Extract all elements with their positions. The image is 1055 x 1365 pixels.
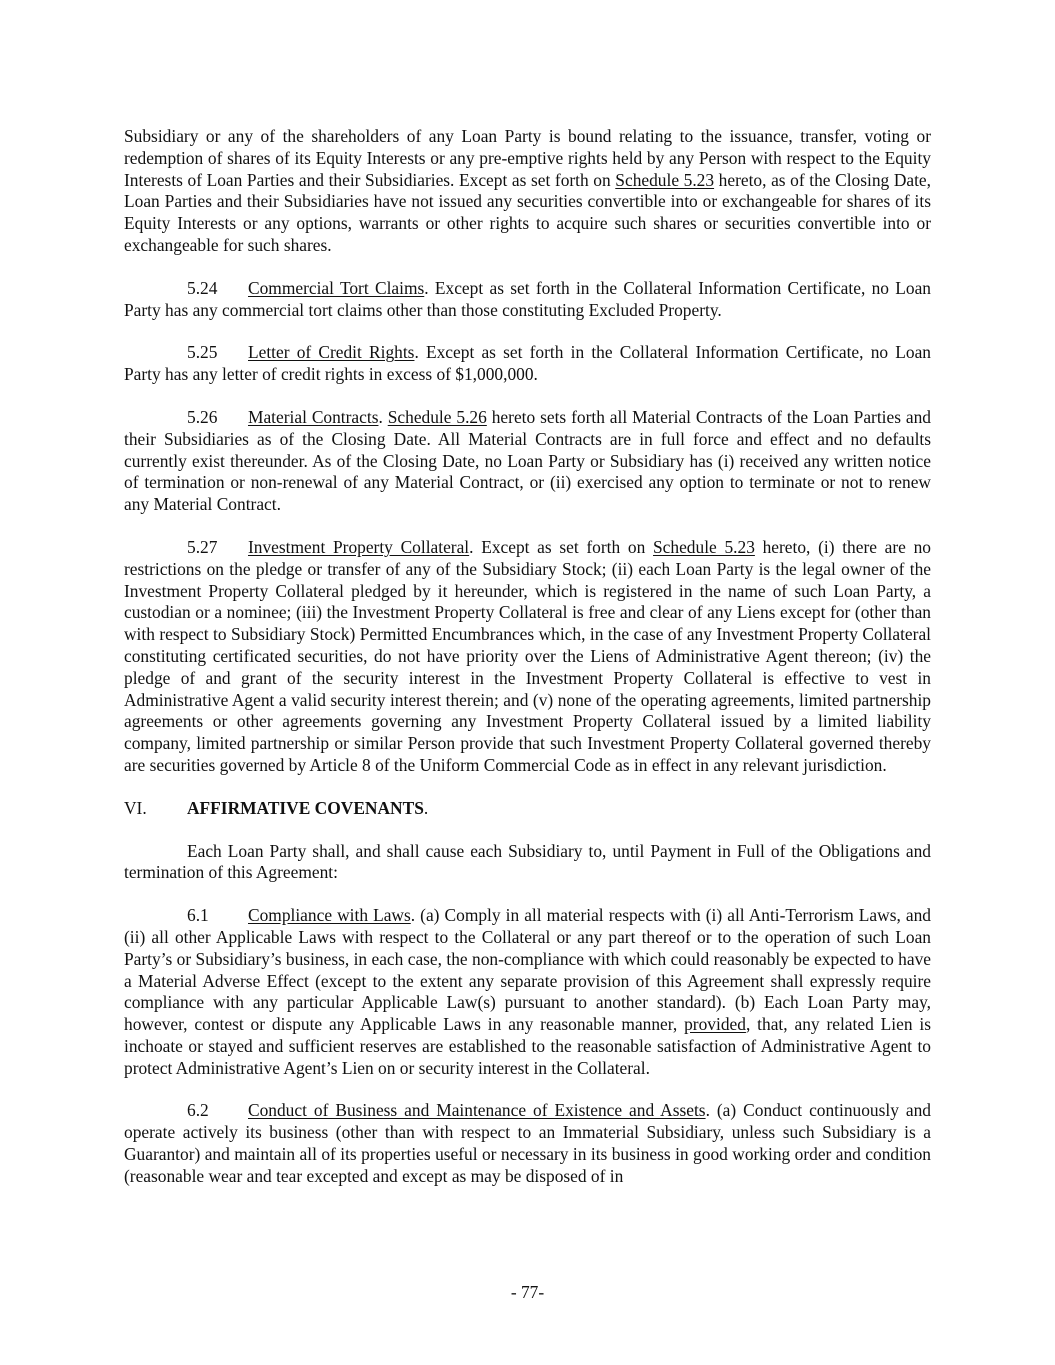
section-5-27: 5.27 Investment Property Collateral. Except as set forth on Schedule 5.23 hereto, (i) there are no restrictions on the pledge or transfer of any of the Subsidiary Stock; (ii) each Loan Party is the legal owner of the Investment Property Collateral pledged by it hereunder, which is registered in the name of such Loan Party, a custodian or a nominee; (iii) the Investment Property Collateral is free and clear of any Liens except for (other than with respect to Subsidiary Stock) Permitted Encumbrances which, in the case of any Investment Property Collateral constituting certificated securities, do not have priority over the Liens of Administrative Agent thereon; (iv) the pledge of and grant of the security interest in the Investment Property Collateral is effective to vest in Administrative Agent a valid security interest therein; and (v) none of the operating agreements, limited partnership agreements or other agreements governing any Investment Property Collateral issued by a limited liability company, limited partnership or similar Person provide that such Investment Property Collateral governed thereby are securities governed by Article 8 of the Uniform Commercial Code as in effect in any relevant jurisdiction.	[124, 536, 931, 775]
section-title: Letter of Credit Rights	[248, 342, 415, 363]
article-title: AFFIRMATIVE COVENANTS	[187, 797, 424, 818]
schedule-5-26-link: Schedule 5.26	[387, 406, 487, 427]
section-6-2: 6.2 Conduct of Business and Maintenance of Existence and Assets. (a) Conduct continuously and operate actively its business (other than with respect to an Immaterial Subsidiary, unless such Subsidiary is a Guarantor) and maintain all of its properties useful or necessary in its business in good working order and condition (reasonable wear and tear excepted and except as may be disposed of in	[124, 1100, 931, 1186]
section-5-26: 5.26 Material Contracts. Schedule 5.26 hereto sets forth all Material Contracts of the Loan Parties and their Subsidiaries as of the Closing Date. All Material Contracts are in full force and effect and no defaults currently exist thereunder. As of the Closing Date, no Loan Party or Subsidiary has (i) received any written notice of termination or non-renewal of any Material Contract, or (ii) exercised any option to terminate or not to renew any Material Contract.	[124, 406, 932, 515]
section-title: Commercial Tort Claims	[248, 277, 425, 298]
section-5-24: 5.24 Commercial Tort Claims. Except as set forth in the Collateral Information Certificate, no Loan Party has any commercial tort claims other than those constituting Excluded Property.	[124, 277, 932, 320]
intro-paragraph: Subsidiary or any of the shareholders of any Loan Party is bound relating to the issuance, transfer, voting or redemption of shares of its Equity Interests or any pre-emptive rights held by any Person with respect to the Equity Interests of Loan Parties and their Subsidiaries. Except as set forth on Schedule 5.23 hereto, as of the Closing Date, Loan Parties and their Subsidiaries have not issued any securities convertible into or exchangeable for shares of its Equity Interests or any options, warrants or other rights to acquire such shares or securities convertible into or exchangeable for such shares.	[124, 126, 931, 255]
section-title: Conduct of Business and Maintenance of Existence and Assets	[248, 1100, 706, 1121]
section-number: 5.26	[187, 406, 218, 427]
section-number: 5.25	[187, 342, 218, 363]
document-page	[124, 126, 931, 1188]
schedule-5-23-link: Schedule 5.23	[615, 169, 715, 190]
article-number: VI.	[124, 797, 147, 818]
provided-term: provided	[684, 1014, 746, 1035]
section-number: 6.2	[187, 1100, 209, 1121]
section-number: 5.24	[187, 277, 218, 298]
section-title: Investment Property Collateral	[248, 536, 470, 557]
section-6-1: 6.1 Compliance with Laws. (a) Comply in all material respects with (i) all Anti-Terrorism Laws, and (ii) all other Applicable Laws with respect to the Collateral or any part thereof or to the operation of such Loan Party’s or Subsidiary’s business, in each case, the non-compliance with which could reasonably be expected to have a Material Adverse Effect (except to the extent any separate provision of this Agreement shall expressly require compliance with any particular Applicable Law(s) pursuant to another standard). (b) Each Loan Party may, however, contest or dispute any Applicable Laws in any reasonable manner, provided, that, any related Lien is inchoate or stayed and sufficient reserves are established to the reasonable satisfaction of Administrative Agent to protect Administrative Agent’s Lien on or security interest in the Collateral.	[124, 905, 931, 1078]
section-5-25: 5.25 Letter of Credit Rights. Except as set forth in the Collateral Information Certificate, no Loan Party has any letter of credit rights in excess of $1,000,000.	[124, 342, 931, 385]
article-6-lead: Each Loan Party shall, and shall cause each Subsidiary to, until Payment in Full of the Obligations and termination of this Agreement:	[124, 840, 931, 883]
article-6-heading: VI. AFFIRMATIVE COVENANTS.	[124, 797, 429, 818]
page-number: - 77-	[510, 1282, 545, 1302]
section-number: 6.1	[187, 905, 209, 926]
section-title: Material Contracts	[248, 406, 379, 427]
schedule-5-23-link: Schedule 5.23	[653, 536, 755, 557]
section-number: 5.27	[187, 536, 218, 557]
section-title: Compliance with Laws	[248, 905, 411, 926]
